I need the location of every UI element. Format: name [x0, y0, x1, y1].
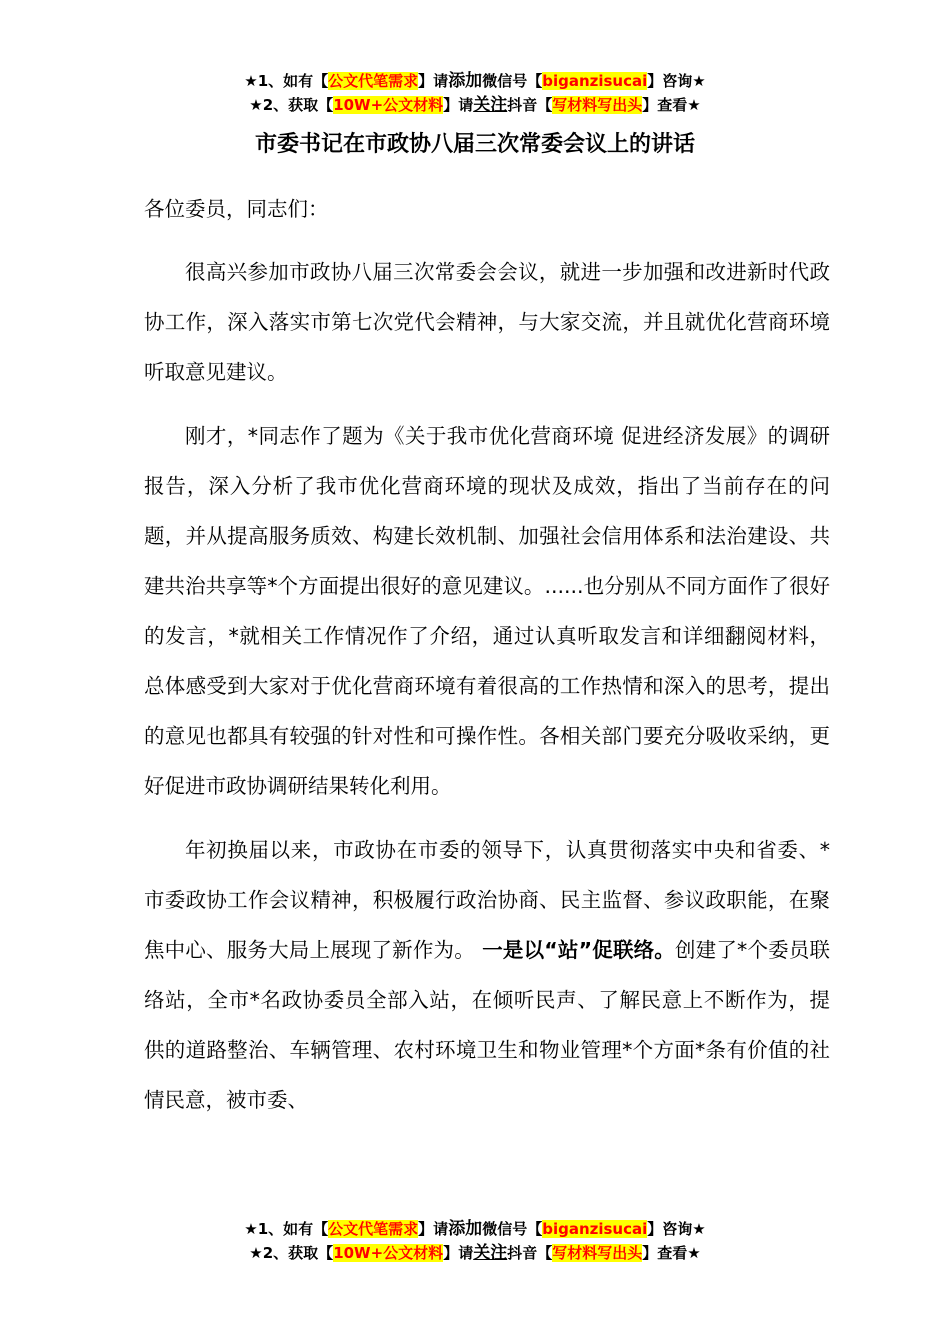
banner-highlight: 10W+公文材料 [333, 96, 444, 114]
greeting: 各位委员，同志们： [144, 197, 329, 221]
bottom-banner [0, 1217, 950, 1265]
banner-emphasis: 关注 [473, 1243, 508, 1263]
document-body [144, 184, 830, 1139]
banner-highlight: 写材料写出头 [552, 1244, 643, 1262]
banner-line-1 [0, 69, 950, 93]
banner-text: 】请 [443, 1244, 474, 1262]
banner-text: ★2、获取【 [249, 1244, 334, 1262]
banner-text: 】请 [418, 1220, 449, 1238]
banner-highlight: 10W+公文材料 [333, 1244, 444, 1262]
paragraph-3-text: 年初换届以来，市政协在市委的领导下，认真贯彻落实中央和省委、*市委政协工作会议精神，积极履行政治协商、民主监督、参议政职能，在聚焦中心、服务大局上展现了新作为。 [144, 838, 830, 962]
banner-text: 】请 [443, 96, 474, 114]
banner-line-2 [0, 1241, 950, 1265]
paragraph-3-tail: 创建了*个委员联络站，全市*名政协委员全部入站，在倾听民声、了解民意上不断作为，提供的道路整治、车辆管理、农村环境卫生和物业管理*个方面*条有价值的社情民意，被市委、 [144, 938, 831, 1112]
banner-emphasis: 添加 [448, 71, 483, 91]
banner-line-1 [0, 1217, 950, 1241]
banner-highlight: 公文代笔需求 [328, 1220, 419, 1238]
banner-text: ★2、获取【 [249, 96, 334, 114]
top-banner [0, 69, 950, 117]
banner-text: ★1、如有【 [244, 72, 329, 90]
document-title: 市委书记在市政协八届三次常委会议上的讲话 [254, 132, 695, 157]
banner-text: 微信号【 [482, 72, 543, 90]
banner-highlight: biganzisucai [542, 1220, 648, 1238]
banner-line-2 [0, 93, 950, 117]
banner-text: ★1、如有【 [244, 1220, 329, 1238]
banner-highlight: 写材料写出头 [552, 96, 643, 114]
paragraph-1: 很高兴参加市政协八届三次常委会会议，就进一步加强和改进新时代政协工作，深入落实市第七次党代会精神，与大家交流，并且就优化营商环境听取意见建议。 [144, 260, 830, 384]
paragraph-3 [144, 825, 830, 1125]
banner-text: 】查看★ [642, 1244, 701, 1262]
banner-text: 】请 [418, 72, 449, 90]
paragraph-2: 刚才，*同志作了题为《关于我市优化营商环境 促进经济发展》的调研报告，深入分析了我市优化营商环境的现状及成效，指出了当前存在的问题，并从提高服务质效、构建长效机制、加强社会信用体系和法治建设、共建共治共享等*个方面提出很好的意见建议。......也分别从不同方面作了很好的发言，*就相关工作情况作了介绍，通过认真听取发言和详细翻阅材料，总体感受到大家对于优化营商环境有着很高的工作热情和深入的思考，提出的意见也都具有较强的针对性和可操作性。各相关部门要充分吸收采纳，更好促进市政协调研结果转化利用。 [144, 424, 830, 798]
banner-highlight: biganzisucai [542, 72, 648, 90]
paragraph-3-bold: 一是以“站”促联络。 [474, 938, 675, 962]
banner-text: 抖音【 [507, 1244, 553, 1262]
banner-text: 微信号【 [482, 1220, 543, 1238]
banner-text: 】咨询★ [647, 72, 706, 90]
banner-text: 】查看★ [642, 96, 701, 114]
banner-emphasis: 添加 [448, 1219, 483, 1239]
banner-text: 抖音【 [507, 96, 553, 114]
banner-text: 】咨询★ [647, 1220, 706, 1238]
banner-highlight: 公文代笔需求 [328, 72, 419, 90]
banner-emphasis: 关注 [473, 95, 508, 115]
